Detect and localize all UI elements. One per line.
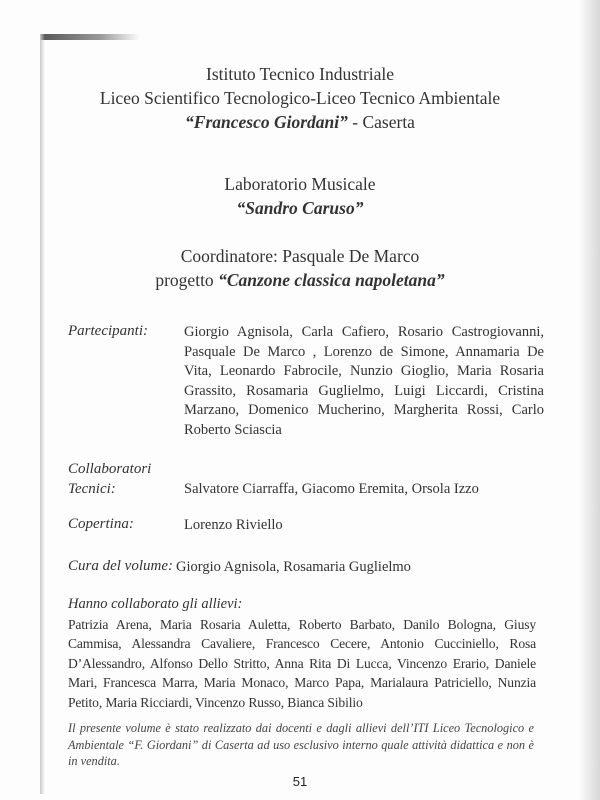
coordinator-line: Coordinatore: Pasquale De Marco [180,246,420,266]
project-line [0,268,600,292]
institute-line-2: Liceo Scientifico Tecnologico-Liceo Tecnico Ambientale [99,88,501,108]
page-number: 51 [292,774,308,789]
collaborators-text: Salvatore Ciarraffa, Giacomo Eremita, Orsola Izzo [184,481,479,497]
collaborators-label [68,460,151,499]
scan-edge-top [40,34,140,40]
school-city: - Caserta [347,112,415,132]
editing-text: Giorgio Agnisola, Rosamaria Guglielmo [176,559,411,575]
lab-title: Laboratorio Musicale [224,174,376,194]
coordinator-section [0,244,600,292]
institute-header [0,62,600,134]
institute-line-1: Istituto Tecnico Industriale [206,64,394,84]
disclaimer-note: Il presente volume è stato realizzato dai docenti e dagli allievi dell’ITI Liceo Tecnologico e Ambientale “F. Giordani” di Caserta ad uso esclusivo interno quale attività didattica e non è in vendita. [68,721,534,768]
students-text: Patrizia Arena, Maria Rosaria Auletta, Roberto Barbato, Danilo Bologna, Giusy Cammisa, Alessandra Cavaliere, Francesco Cecere, Antonio Cucciniello, Rosa D’Alessandro, Alfonso Dello Stritto, Anna Rita Di Lucca, Vincenzo Erario, Daniele Mari, Francesca Marra, Maria Monaco, Marco Papa, Marialaura Patriciello, Nunzia Petito, Maria Ricciardi, Vincenzo Russo, Bianca Sibilio [68,617,536,710]
project-name: “Canzone classica napoletana” [218,270,445,290]
participants-label: Partecipanti: [68,323,148,339]
collaborators-label-line-2: Tecnici: [68,480,116,497]
participants-text: Giorgio Agnisola, Carla Cafiero, Rosario Castrogiovanni, Pasquale De Marco , Lorenzo de Simone, Annamaria De Vita, Leonardo Fabrocile, Nunzio Gioglio, Maria Rosaria Grassito, Rosamaria Guglielmo, Luigi Liccardi, Cristina Marzano, Domenico Mucherino, Margherita Rossi, Carlo Roberto Sciascia [184,324,544,438]
students-label: Hanno collaborato gli allievi: [68,596,243,612]
project-prefix: progetto [155,270,219,290]
cover-text: Lorenzo Riviello [184,517,283,533]
institute-line-3 [0,110,600,134]
scan-edge-left [40,34,45,794]
collaborators-label-line-1: Collaboratori [68,461,152,477]
lab-section [0,172,600,220]
cover-label: Copertina: [68,516,134,532]
school-name: “Francesco Giordani” [185,112,348,132]
lab-name: “Sandro Caruso” [236,198,364,218]
editing-label: Cura del volume: [68,558,173,574]
